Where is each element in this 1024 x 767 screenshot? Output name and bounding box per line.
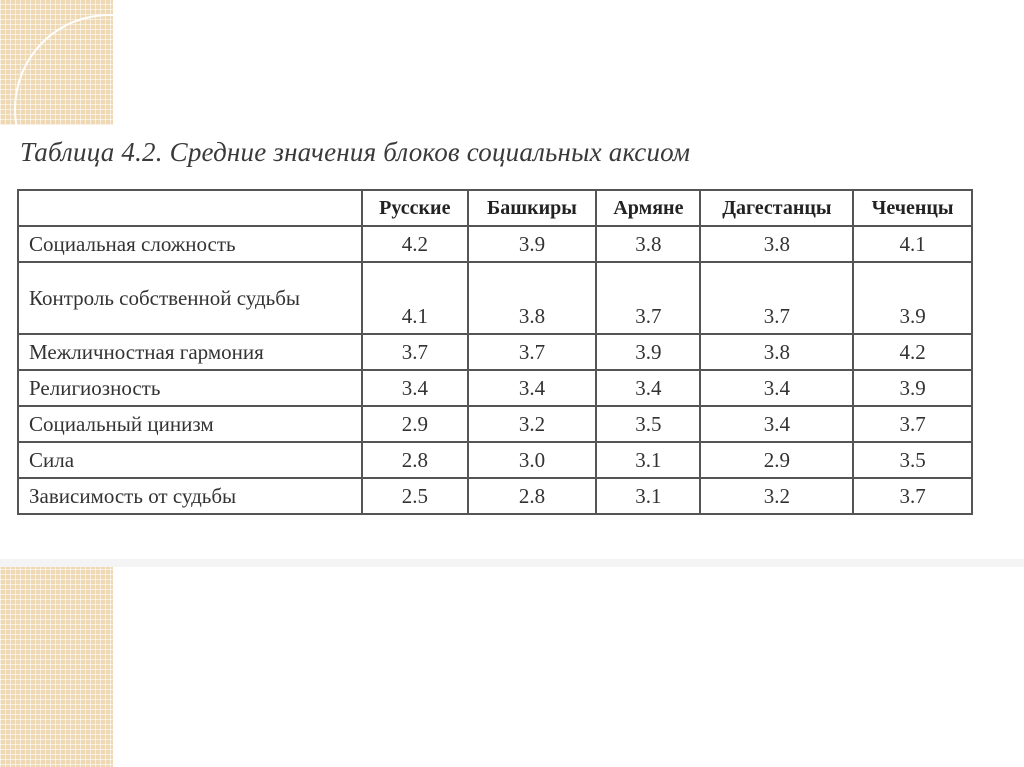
table-cell: 3.9: [853, 370, 972, 406]
table-cell: 3.7: [362, 334, 468, 370]
table-cell: 3.4: [700, 370, 853, 406]
row-label: Социальная сложность: [18, 226, 362, 262]
table-cell: 3.9: [853, 262, 972, 334]
column-header: Дагестанцы: [700, 190, 853, 226]
row-label: Межличностная гармония: [18, 334, 362, 370]
table-row: [18, 370, 972, 406]
table-cell: 3.5: [853, 442, 972, 478]
table-cell: 4.1: [853, 226, 972, 262]
row-label: Социальный цинизм: [18, 406, 362, 442]
table-cell: 3.7: [596, 262, 700, 334]
table-cell: 3.2: [468, 406, 597, 442]
table-cell: 3.7: [468, 334, 597, 370]
table-cell: 3.1: [596, 442, 700, 478]
table-cell: 3.1: [596, 478, 700, 514]
table-row: [18, 262, 972, 334]
table-cell: 2.8: [468, 478, 597, 514]
table-cell: 2.9: [700, 442, 853, 478]
table-cell: 3.8: [700, 226, 853, 262]
table-caption: Таблица 4.2. Средние значения блоков социальных аксиом: [20, 137, 691, 167]
table-cell: 3.2: [700, 478, 853, 514]
column-header: Чеченцы: [853, 190, 972, 226]
table-cell: 3.7: [853, 406, 972, 442]
table-row: [18, 478, 972, 514]
table-header-row: [18, 190, 972, 226]
table-cell: 4.2: [362, 226, 468, 262]
table-cell: 4.1: [362, 262, 468, 334]
table-row: [18, 334, 972, 370]
table-cell: 3.4: [362, 370, 468, 406]
table-cell: 3.0: [468, 442, 597, 478]
table-cell: 3.8: [468, 262, 597, 334]
table-cell: 2.9: [362, 406, 468, 442]
table-cell: 2.8: [362, 442, 468, 478]
decorative-panel-bottom: [0, 565, 113, 767]
table-row: [18, 406, 972, 442]
table-cell: 3.4: [468, 370, 597, 406]
table-cell: 2.5: [362, 478, 468, 514]
table-cell: 3.8: [700, 334, 853, 370]
row-label: Сила: [18, 442, 362, 478]
table-cell: 4.2: [853, 334, 972, 370]
faded-footer-strip: [0, 559, 1024, 567]
table-cell: 3.9: [468, 226, 597, 262]
column-header: Русские: [362, 190, 468, 226]
row-label: Зависимость от судьбы: [18, 478, 362, 514]
decorative-panel-top: [0, 0, 113, 125]
table-cell: 3.8: [596, 226, 700, 262]
column-header: Армяне: [596, 190, 700, 226]
axioms-table: [17, 189, 973, 515]
slide-content: [0, 125, 1024, 565]
table-row: [18, 442, 972, 478]
table-cell: 3.4: [700, 406, 853, 442]
table-cell: 3.7: [700, 262, 853, 334]
column-header: Башкиры: [468, 190, 597, 226]
table-cell: 3.7: [853, 478, 972, 514]
row-label: Религиозность: [18, 370, 362, 406]
table-cell: 3.4: [596, 370, 700, 406]
table-row: [18, 226, 972, 262]
table-cell: 3.9: [596, 334, 700, 370]
table-cell: 3.5: [596, 406, 700, 442]
row-label: Контроль собственной судьбы: [18, 262, 362, 334]
header-corner-cell: [18, 190, 362, 226]
